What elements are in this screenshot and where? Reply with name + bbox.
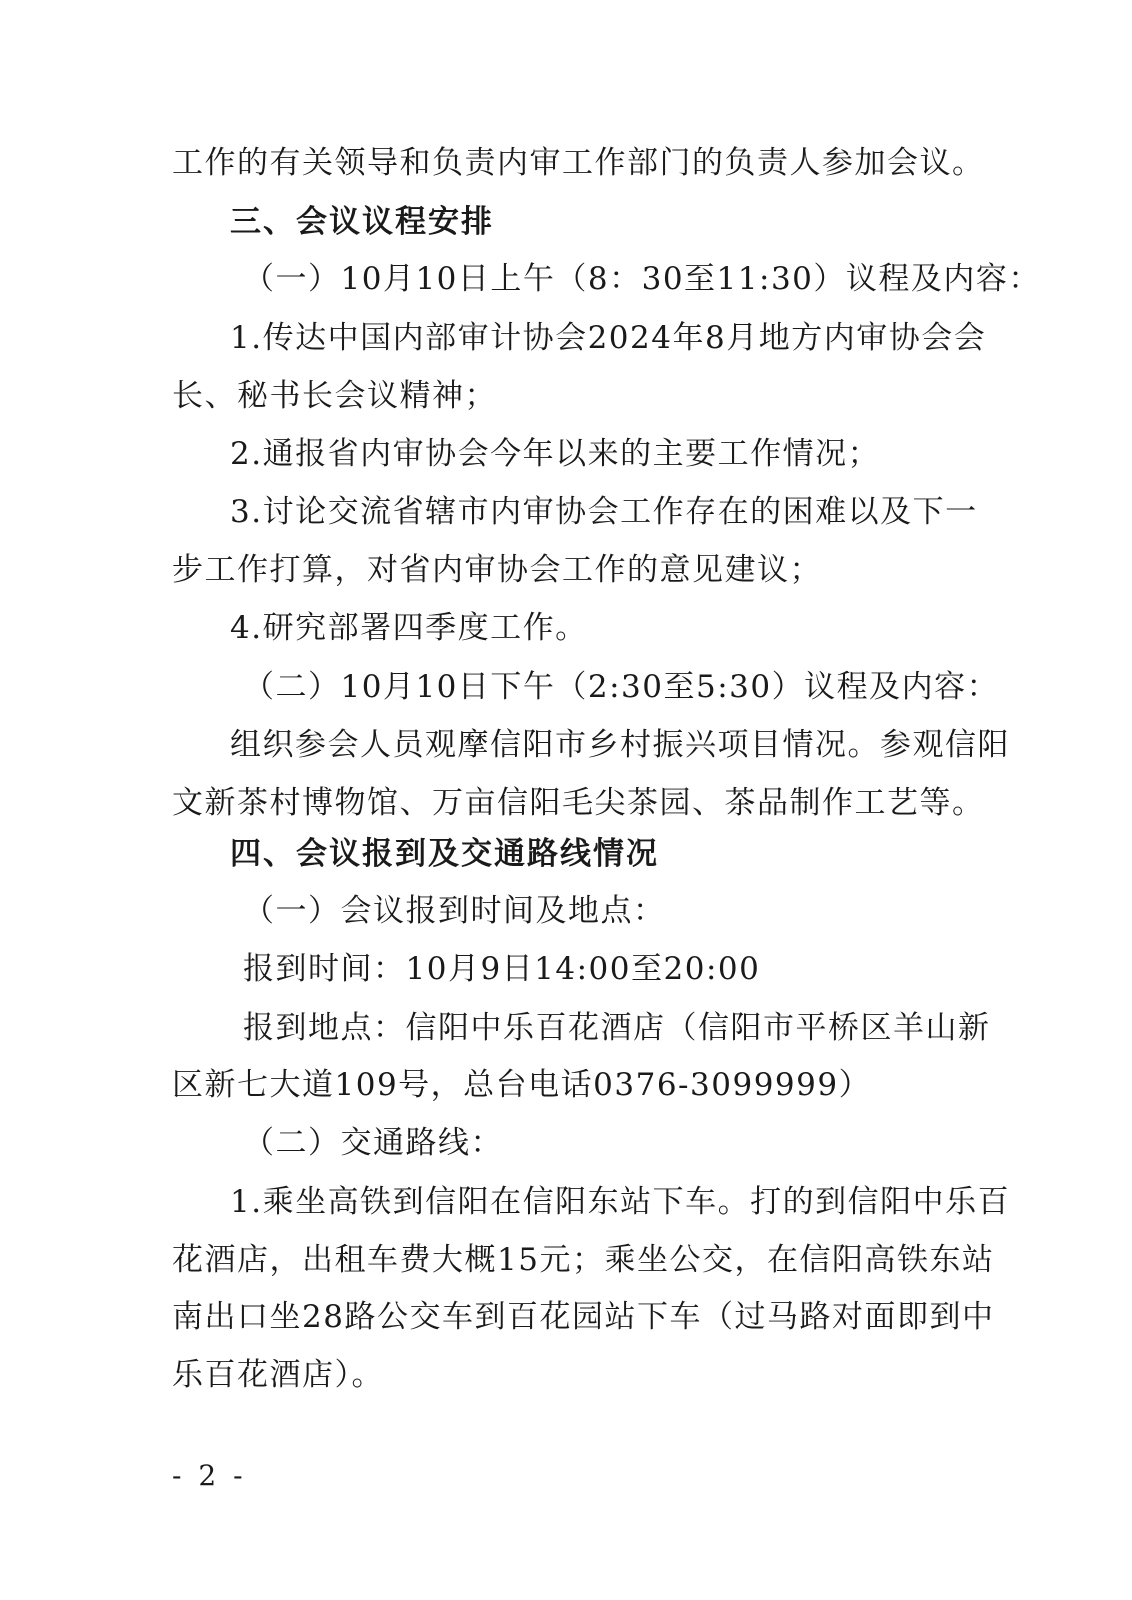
agenda-item-3b: 步工作打算，对省内审协会工作的意见建议；: [172, 552, 822, 588]
page-number: - 2 -: [172, 1459, 247, 1492]
registration-place-b: 区新七大道109号，总台电话0376-3099999）: [172, 1067, 872, 1103]
paragraph-line-1: 工作的有关领导和负责内审工作部门的负责人参加会议。: [172, 145, 985, 181]
transport-item-1c: 南出口坐28路公交车到百花园站下车（过马路对面即到中: [172, 1299, 995, 1335]
agenda-item-3a: 3.讨论交流省辖市内审协会工作存在的困难以及下一: [230, 494, 978, 530]
section-heading-3: 三、会议议程安排: [230, 204, 494, 240]
transport-item-1b: 花酒店，出租车费大概15元；乘坐公交，在信阳高铁东站: [172, 1242, 995, 1278]
subheading-1: （一）10月10日上午（8：30至11:30）议程及内容：: [243, 261, 1041, 297]
transport-item-1d: 乐百花酒店）。: [172, 1357, 384, 1393]
agenda-item-1a: 1.传达中国内部审计协会2024年8月地方内审协会会: [230, 320, 987, 356]
afternoon-paragraph-a: 组织参会人员观摩信阳市乡村振兴项目情况。参观信阳: [230, 727, 1010, 763]
section-heading-4: 四、会议报到及交通路线情况: [230, 836, 659, 872]
registration-place-a: 报到地点：信阳中乐百花酒店（信阳市平桥区羊山新: [243, 1010, 991, 1046]
transport-item-1a: 1.乘坐高铁到信阳在信阳东站下车。打的到信阳中乐百: [230, 1184, 1011, 1220]
subheading-transport: （二）交通路线：: [243, 1125, 503, 1161]
agenda-item-2: 2.通报省内审协会今年以来的主要工作情况；: [230, 436, 881, 472]
subheading-registration: （一）会议报到时间及地点：: [243, 893, 666, 929]
agenda-item-1b: 长、秘书长会议精神；: [172, 378, 497, 414]
agenda-item-4: 4.研究部署四季度工作。: [230, 610, 588, 646]
afternoon-paragraph-b: 文新茶村博物馆、万亩信阳毛尖茶园、茶品制作工艺等。: [172, 785, 985, 821]
subheading-2: （二）10月10日下午（2:30至5:30）议程及内容：: [243, 669, 1000, 705]
registration-time: 报到时间：10月9日14:00至20:00: [243, 951, 761, 987]
